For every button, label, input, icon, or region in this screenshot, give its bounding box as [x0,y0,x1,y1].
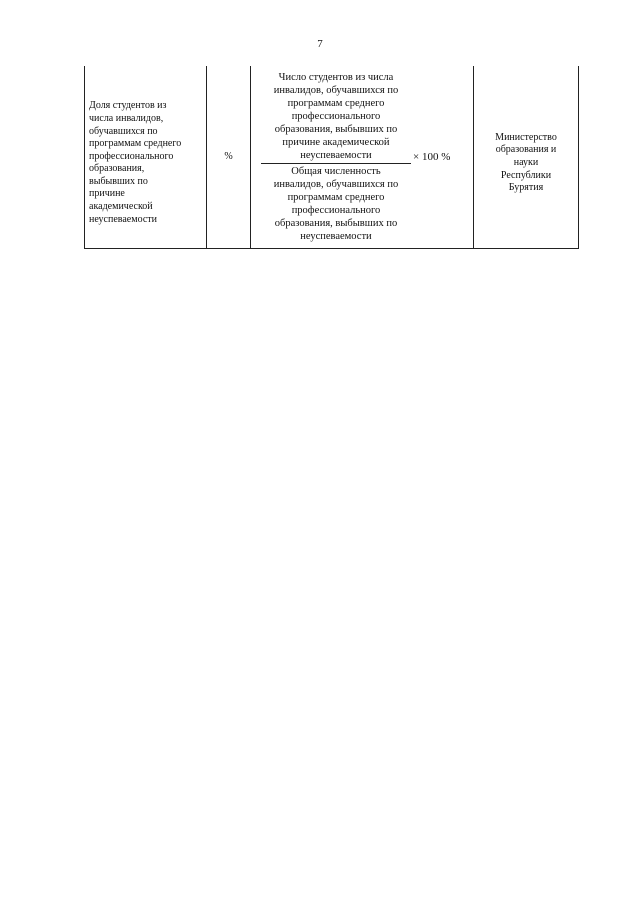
fraction [261,71,411,243]
formula-multiplier: × 100 % [413,150,451,163]
formula-denominator: Общая численность инвалидов, обучавшихся по программам среднего профессионального образования, выбывших по неуспеваемости [273,166,399,242]
formula-cell [251,66,474,249]
source-cell [474,66,579,249]
indicator-name-cell [85,66,207,249]
table-row [85,66,579,249]
fraction-line [261,163,411,164]
indicator-table [84,66,579,249]
formula-numerator: Число студентов из числа инвалидов, обучавшихся по программам среднего профессионального образования, выбывших по причине академической неуспеваемости [273,72,399,161]
unit-cell [207,66,251,249]
unit-of-measure: % [224,150,233,162]
indicator-name: Доля студентов из числа инвалидов, обучавшихся по программам среднего профессионального образования, выбывших по причине академической неуспеваемости [89,100,182,225]
page-number: 7 [317,38,323,50]
data-source: Министерство образования и науки Республики Бурятия [495,131,557,194]
formula [251,71,473,243]
